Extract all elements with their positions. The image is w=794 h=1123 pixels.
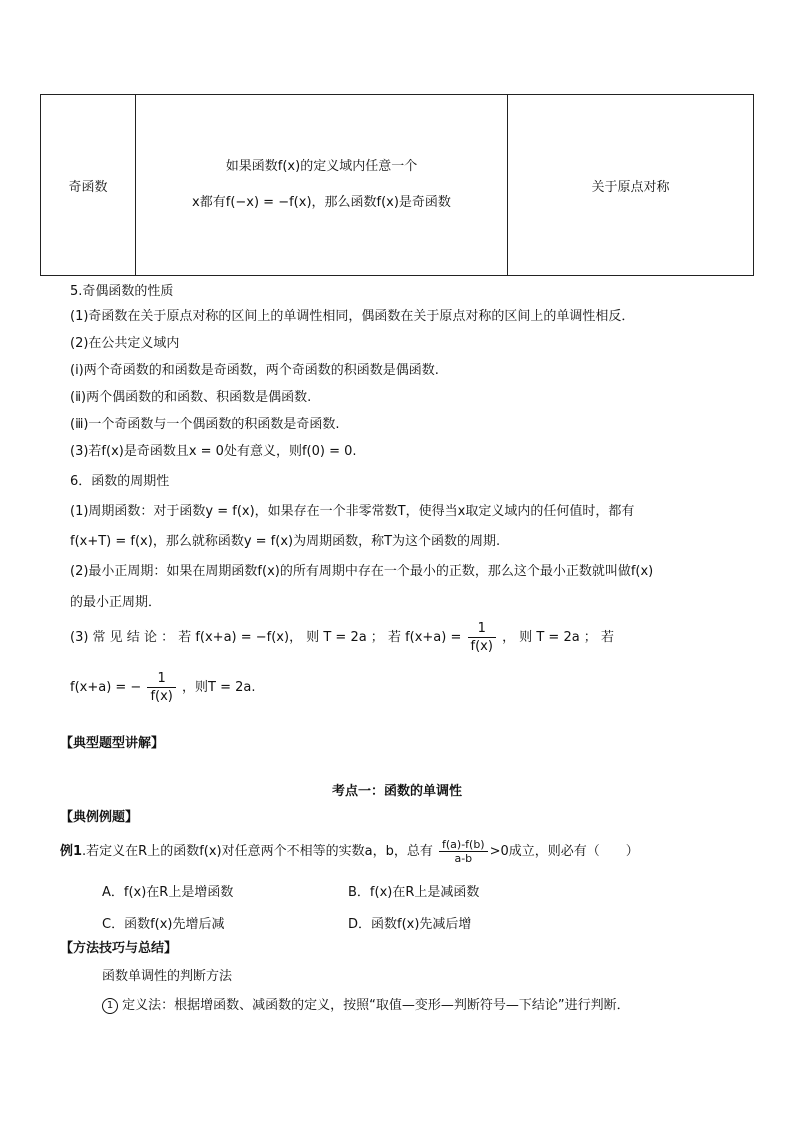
method-1 xyxy=(102,994,630,1014)
fraction xyxy=(439,838,488,865)
section5-p2-ii: (ⅱ)两个偶函数的和函数、积函数是偶函数. xyxy=(70,390,312,405)
section6-p1-line2: f(x+T) = f(x)，那么就称函数y = f(x)为周期函数，称T为这个函数的周期. xyxy=(70,534,501,549)
definition-line-1: 如果函数f(x)的定义域内任意一个 xyxy=(225,159,418,174)
option-a: A．f(x)在R上是增函数 xyxy=(102,885,234,900)
definition-line-2: x都有f(−x) = −f(x)，那么函数f(x)是奇函数 xyxy=(192,195,451,210)
section6-p3-line2 xyxy=(70,668,256,708)
section6-p2-line1: (2)最小正周期：如果在周期函数f(x)的所有周期中存在一个最小的正数，那么这个最小正数就叫做f(x) xyxy=(70,564,654,579)
method-1-text: 定义法：根据增函数、减函数的定义，按照“取值—变形—判断符号—下结论”进行判断． xyxy=(122,998,630,1013)
row-label: 奇函数 xyxy=(68,179,108,195)
example-text-a: .若定义在R上的函数f(x)对任意两个不相等的实数a，b，总有 xyxy=(82,844,433,859)
fraction xyxy=(468,620,496,655)
definition-table xyxy=(40,94,754,276)
fraction-numerator: 1 xyxy=(468,620,496,638)
definition-cell xyxy=(136,95,508,276)
section6-p3-a: (3) 常 见 结 论 ： 若 f(x+a) = −f(x)， 则 T = 2a ； 若 f(x+a) = xyxy=(70,630,462,645)
example-heading: 【典例例题】 xyxy=(60,810,139,825)
circled-number-1: 1 xyxy=(102,998,118,1014)
option-c: C．函数f(x)先增后减 xyxy=(102,917,225,932)
fraction xyxy=(147,670,175,705)
kaodian-title: 考点一：函数的单调性 xyxy=(331,784,462,799)
section5-p3: (3)若f(x)是奇函数且x = 0处有意义，则f(0) = 0. xyxy=(70,444,357,459)
section6-p3-b: ， 则 T = 2a ； 若 xyxy=(502,630,614,645)
fraction-numerator: f(a)-f(b) xyxy=(439,838,488,852)
method-heading: 【方法技巧与总结】 xyxy=(60,941,178,956)
section5-heading: 5.奇偶函数的性质 xyxy=(70,284,174,299)
option-d: D．函数f(x)先减后增 xyxy=(348,917,472,932)
section6-p3-d: ，则T = 2a. xyxy=(182,680,256,695)
section6-p3-line1 xyxy=(70,618,614,658)
example-text-b: >0成立，则必有（ ） xyxy=(489,844,639,859)
fraction-denominator: a-b xyxy=(454,852,473,865)
fraction-denominator: f(x) xyxy=(150,689,173,704)
section6-p2-line2: 的最小正周期． xyxy=(70,595,162,610)
example-label: 例1 xyxy=(60,844,83,859)
section5-p2-iii: (ⅲ)一个奇函数与一个偶函数的积函数是奇函数. xyxy=(70,417,340,432)
method-intro: 函数单调性的判断方法 xyxy=(102,969,233,984)
fraction-numerator: 1 xyxy=(147,670,175,688)
section6-p3-c: f(x+a) = − xyxy=(70,680,142,695)
example-1 xyxy=(60,834,639,870)
option-b: B．f(x)在R上是减函数 xyxy=(348,885,480,900)
section5-p1: (1)奇函数在关于原点对称的区间上的单调性相同，偶函数在关于原点对称的区间上的单调性相反． xyxy=(70,309,635,324)
table-row xyxy=(41,95,754,276)
graph-feature: 关于原点对称 xyxy=(591,179,670,195)
fraction-denominator: f(x) xyxy=(470,639,493,654)
row-label-cell xyxy=(41,95,136,276)
graph-feature-cell xyxy=(508,95,754,276)
section5-p2-i: (ⅰ)两个奇函数的和函数是奇函数，两个奇函数的积函数是偶函数. xyxy=(70,363,439,378)
section5-p2: (2)在公共定义域内 xyxy=(70,336,180,351)
section6-heading: 6．函数的周期性 xyxy=(70,474,170,489)
typical-heading: 【典型题型讲解】 xyxy=(60,736,165,751)
section6-p1-line1: (1)周期函数：对于函数y = f(x)，如果存在一个非零常数T，使得当x取定义域内的任何值时，都有 xyxy=(70,504,635,519)
